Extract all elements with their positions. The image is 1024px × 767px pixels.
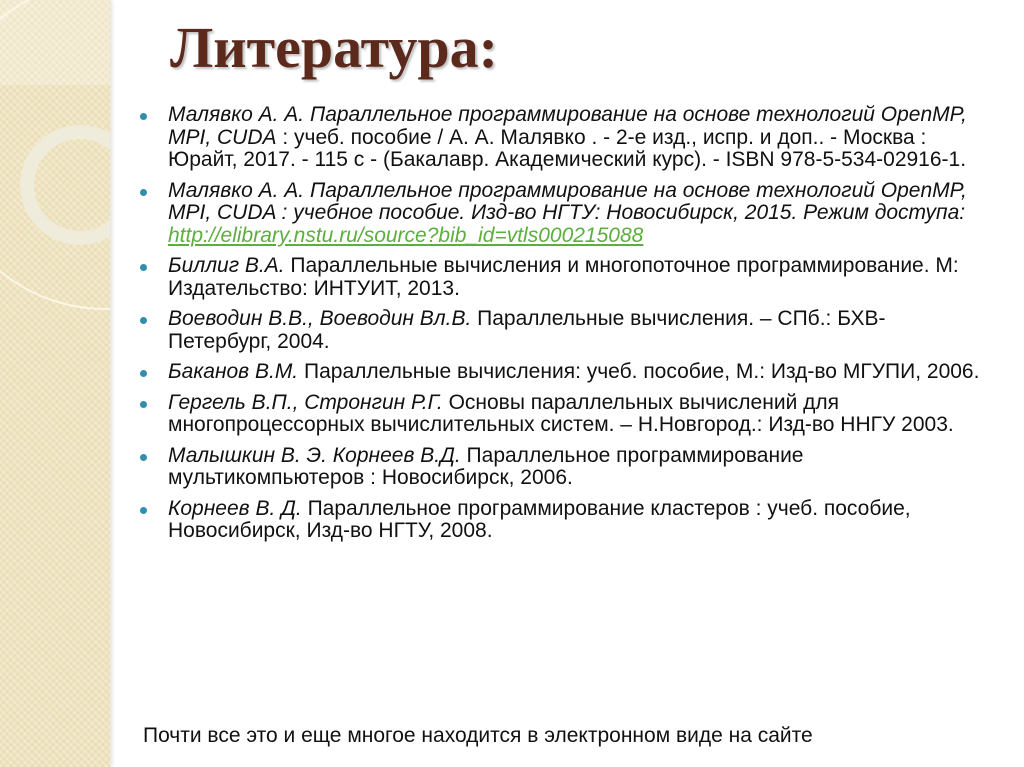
bullet-icon [140,401,147,408]
list-item [140,498,980,543]
bullet-icon [140,113,147,120]
item-authors: Воеводин В.В., Воеводин Вл.В. [168,307,472,330]
item-authors: Корнеев В. Д. [168,496,302,520]
decorative-sidebar [0,0,110,767]
bullet-icon [140,507,147,514]
item-details: Параллельные вычисления. – СПб.: БХВ-Петербург, 2004. [168,307,886,353]
item-authors: Малявко А. А. Параллельное программирование на основе технологий OpenMP, MPI, CUDA [168,103,967,149]
elibrary-link[interactable]: http://elibrary.nstu.ru/source?bib_id=vtls000215088 [168,223,644,247]
item-details: : учеб. пособие / А. А. Малявко . - 2-е изд., испр. и доп.. - Москва : Юрайт, 2017. - 115 с - (Бакалавр. Академический курс). - ISBN 978-5-534-02916-1. [168,125,967,171]
list-item [140,104,980,172]
item-authors: Малявко А. А. Параллельное программирование на основе технологий OpenMP, MPI, CUDA : учебное пособие. Изд-во НГТУ: Новосибирск, 2015. Режим доступа: [168,178,967,224]
item-details: Параллельные вычисления и многопоточное программирование. М: Издательство: ИНТУИТ, 2013. [168,254,959,300]
item-authors: Малышкин В. Э. Корнеев В.Д. [168,443,461,467]
list-item [140,392,980,437]
bullet-icon [140,370,147,377]
bullet-icon [140,454,147,461]
item-details: Параллельные вычисления: учеб. пособие, М.: Изд-во МГУПИ, 2006. [298,360,980,383]
bullet-icon [140,317,147,324]
item-authors: Биллиг В.А. [168,254,285,277]
item-authors: Баканов В.М. [168,360,299,383]
list-item [140,255,980,300]
item-details: Параллельное программирование кластеров : учеб. пособие, Новосибирск, Изд-во НГТУ, 2008. [168,496,911,542]
bullet-icon [140,189,147,196]
item-authors: Гергель В.П., Стронгин Р.Г. [168,390,443,414]
list-item [140,445,980,490]
list-item [140,361,980,384]
footer-note: Почти все это и еще многое находится в электронном виде на сайте [143,724,813,747]
slide-title: Литература: [170,15,498,80]
item-details: Основы параллельных вычислений для многопроцессорных вычислительных систем. – Н.Новгород.: Изд-во ННГУ 2003. [168,390,954,436]
list-item [140,308,980,353]
list-item [140,180,980,248]
bullet-icon [140,264,147,271]
item-details: Параллельное программирование мультикомпьютеров : Новосибирск, 2006. [168,443,804,489]
bibliography-list [140,104,980,551]
